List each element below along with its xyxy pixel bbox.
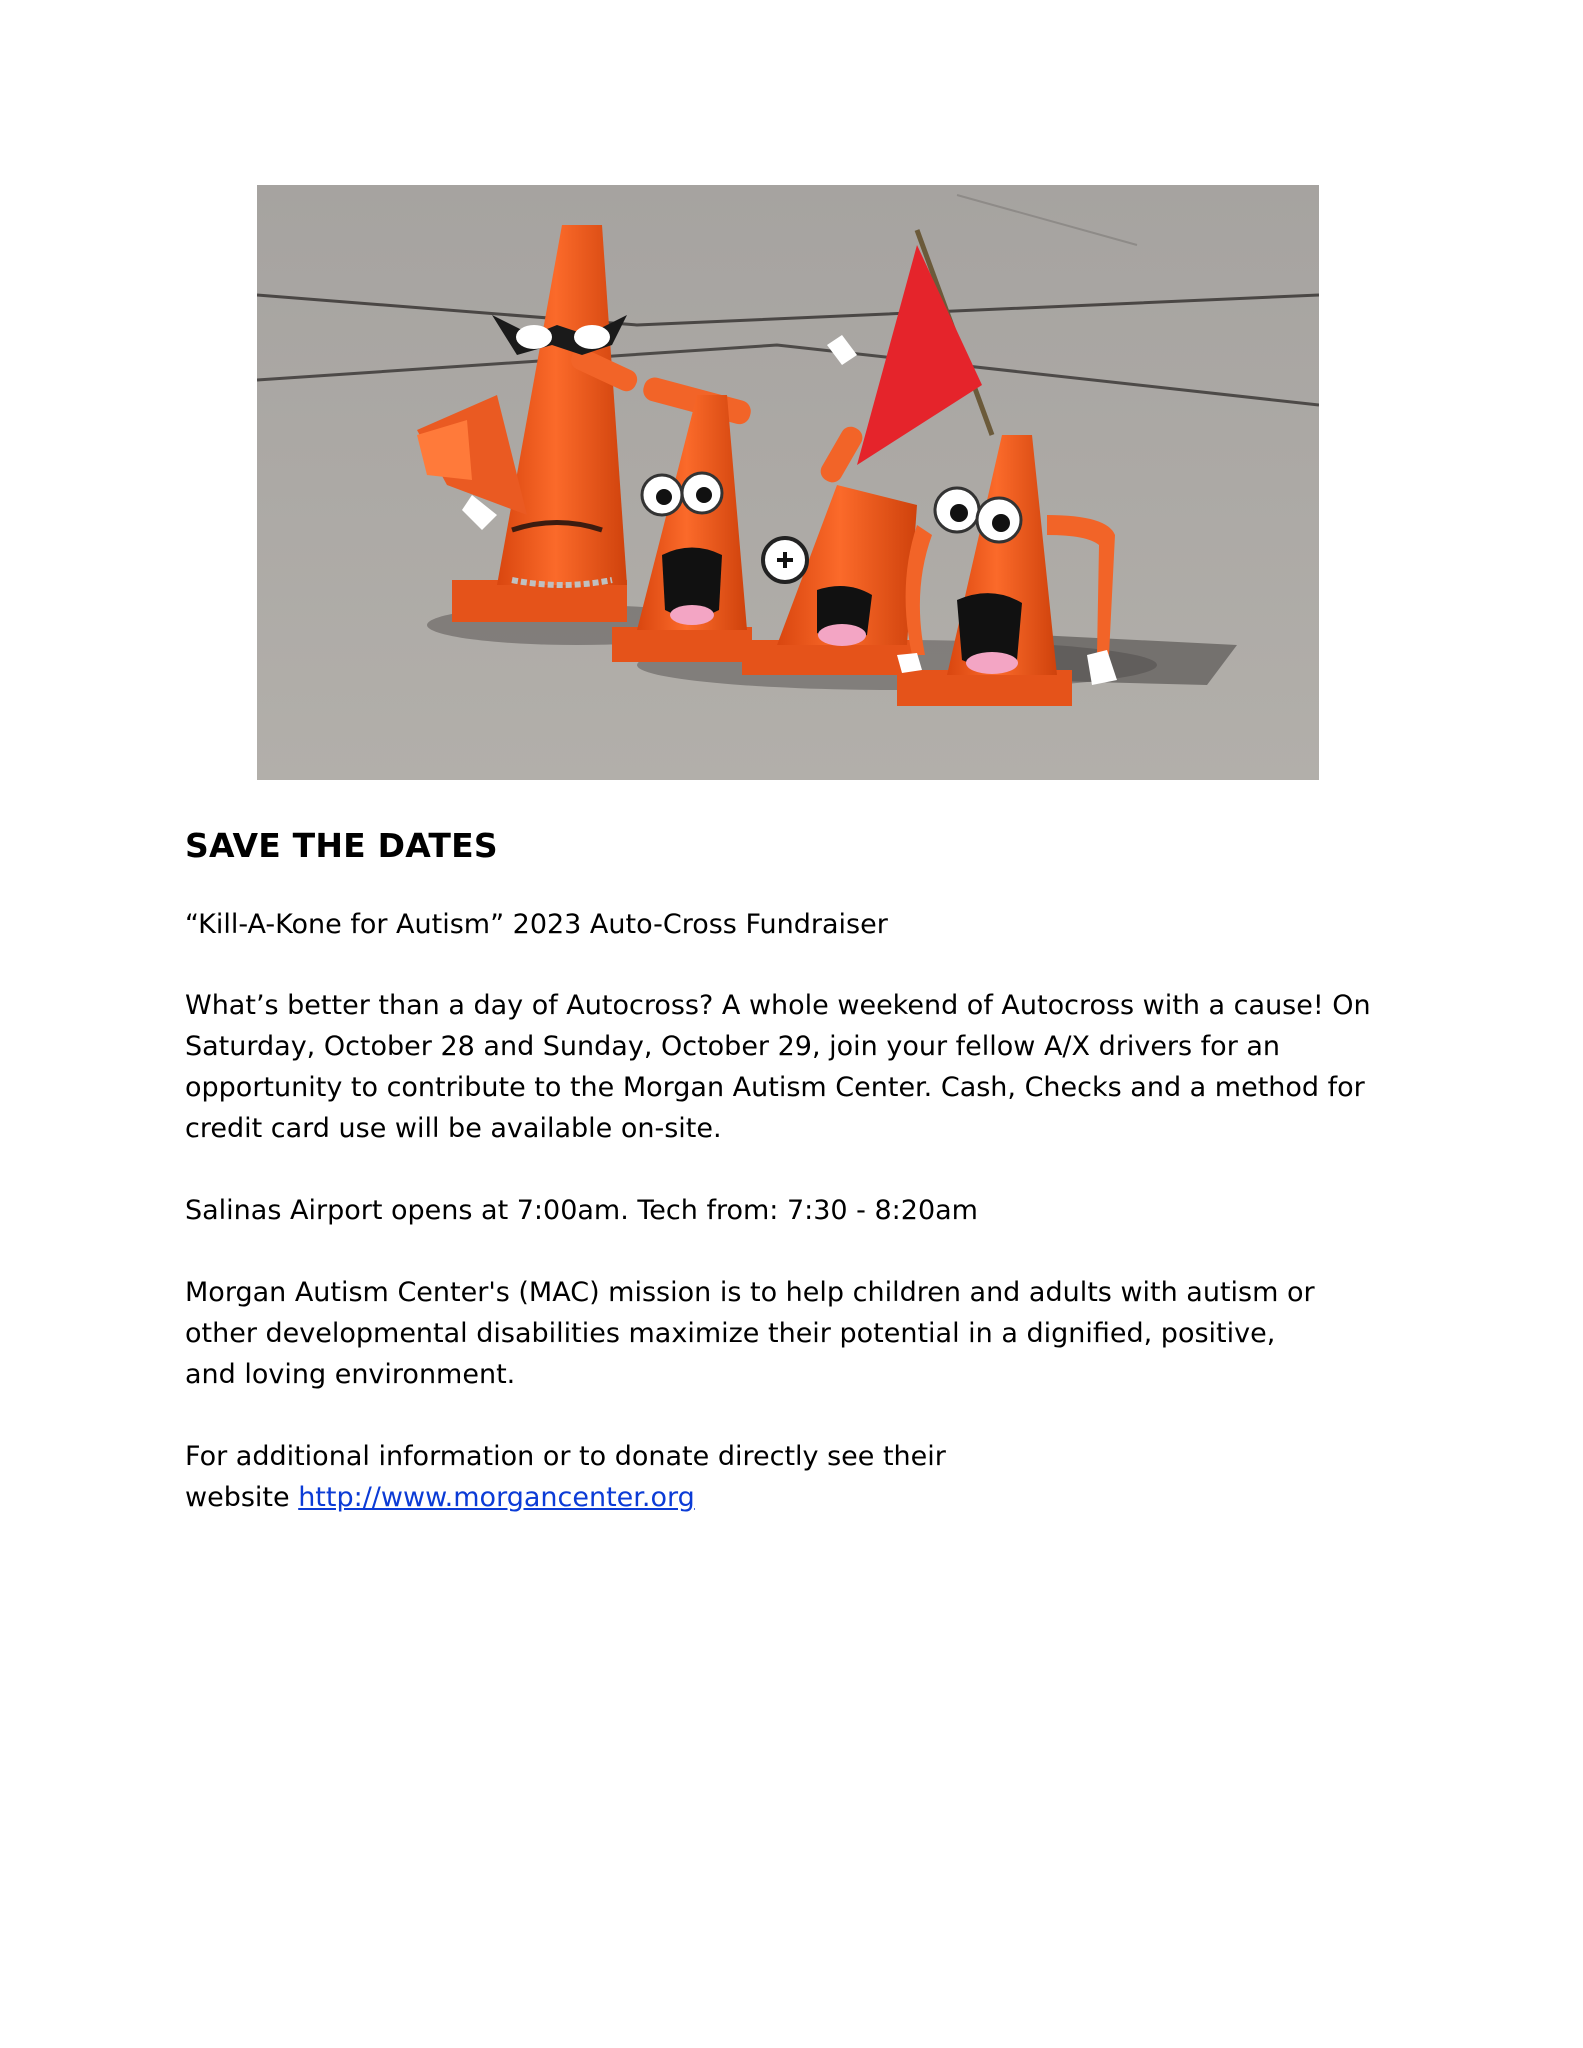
mission-line-3: and loving environment. [185,1359,516,1390]
info-line-1: For additional information or to donate directly see their [185,1441,946,1472]
intro-line-1: What’s better than a day of Autocross? A whole weekend of Autocross with a cause! On [185,990,1371,1021]
cone-characters-photo [257,185,1319,780]
autocross-cone-characters-icon [257,185,1319,780]
info-website-prefix: website [185,1482,299,1513]
mission-line-2: other developmental disabilities maximize their potential in a dignified, positive, [185,1318,1276,1349]
intro-line-2: Saturday, October 28 and Sunday, October 29, join your fellow A/X drivers for an [185,1031,1281,1062]
info-paragraph [185,1436,1425,1518]
hours-paragraph: Salinas Airport opens at 7:00am. Tech from: 7:30 - 8:20am [185,1195,978,1226]
mission-paragraph [185,1272,1425,1395]
intro-line-3: opportunity to contribute to the Morgan Autism Center. Cash, Checks and a method for [185,1072,1365,1103]
event-title: “Kill-A-Kone for Autism” 2023 Auto-Cross Fundraiser [185,909,888,940]
website-link[interactable]: http://www.morgancenter.org [298,1482,695,1513]
mission-line-1: Morgan Autism Center's (MAC) mission is to help children and adults with autism or [185,1277,1315,1308]
page-heading: SAVE THE DATES [185,826,498,865]
intro-paragraph [185,985,1425,1149]
intro-line-4: credit card use will be available on-site. [185,1113,722,1144]
flyer-content [185,818,1425,1518]
